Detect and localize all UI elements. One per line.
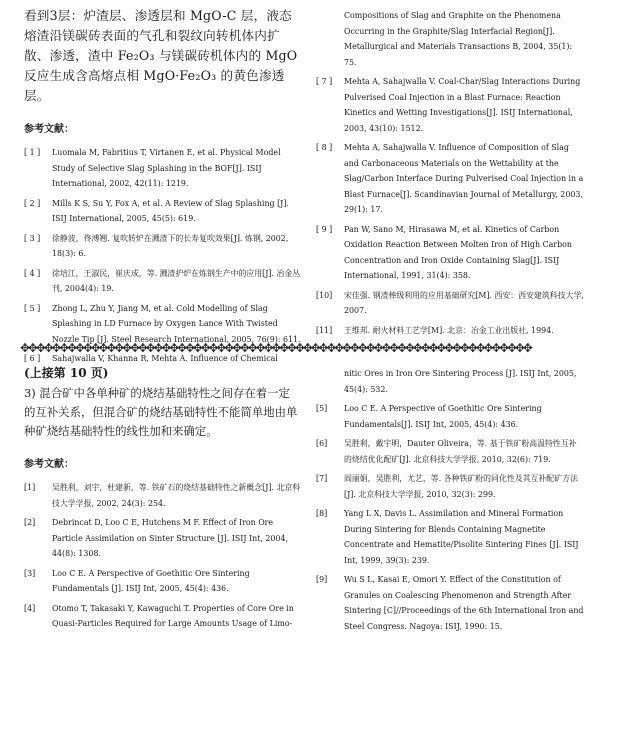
reference-item: [ 1 ] Luomala M, Fabritius T, Virtanen E, et al. Physical Model Study of Selective Slag Splashing in the BOF[J]. ISIJ International, 2002, 42(11): 1219. xyxy=(24,148,281,188)
reference-item: [3] Loo C E. A Perspective of Goethitic Ore Sintering Fundamentals [J]. ISIJ Int, 2005, 45(4): 436. xyxy=(24,568,250,593)
top-body-paragraph: 看到3层：炉渣层、渗透层和 MgO-C 层，液态熔渣沿镁碳砖表面的气孔和裂纹向转机体内扩散、渗透，渣中 Fe₂O₃ 与镁碳砖机体内的 MgO 反应生成含高熔点相 MgO·Fe₂O₃ 的黄色渗透层。 xyxy=(24,8,298,103)
reference-item: [11] 王维邦. 耐火材料工艺学[M]. 北京：冶金工业出版社, 1994. xyxy=(316,325,554,335)
reference-item: [ 2 ] Mills K S, Su Y, Fox A, et al. A Review of Slag Splashing [J]. ISIJ International, 2005, 45(5): 619. xyxy=(24,198,289,223)
top-references-heading: 参考文献： xyxy=(24,124,74,135)
bottom-left-reference-list xyxy=(24,480,301,632)
bottom-body-paragraph: 3) 混合矿中各单种矿的烧结基础特性之间存在着一定的互补关系，但混合矿的烧结基础特性不能简单地由单种矿烧结基础特性的线性加和来确定。 xyxy=(24,386,298,438)
reference-item: [ 8 ] Mehta A, Sahajwalla V. Influence of Composition of Slag and Carbonaceous Materials on the Wettability at the Slag/Carbon Interface During Pulverised Coal Injection in a Blast Furnace[J]. Scandinavian Journal of Metallurgy, 2003, 29(1): 17. xyxy=(316,143,584,214)
reference-item: [ 4 ] 徐培江，王淑民，崔庆成，等. 溅渣护炉在炼钢生产中的应用[J]. 冶金丛刊, 2004(4): 19. xyxy=(24,268,301,293)
reference-item: [8] Yang L X, Davis L. Assimilation and Mineral Formation During Sintering for Blends Containing Magnetite Concentrate and Hematite/Pisolite Sintering Fines [J]. ISIJ Int, 1999, 39(3): 239. xyxy=(316,509,579,565)
reference-item: [1] 吴胜利，刘宇，杜建新，等. 铁矿石的烧结基础特性之新概念[J]. 北京科技大学学报, 2002, 24(3): 254. xyxy=(24,483,301,508)
top-left-column xyxy=(24,6,301,367)
reference-item: [6] 吴胜利，戴宇明，Dauter Oliveira，等. 基于铁矿粉高温特性互补的烧结优化配矿[J]. 北京科技大学学报, 2010, 32(6): 719. xyxy=(316,439,577,464)
reference-item-continued: Compositions of Slag and Graphite on the Phenomena Occurring in the Graphite/Slag Interfacial Region[J]. Metallurgical and Materials Transactions B, 2004, 35(1): 75. xyxy=(344,11,573,67)
reference-item: [4] Otomo T, Takasaki Y, Kawaguchi T. Properties of Core Ore in Quasi-Particles Required for Large Amounts Usage of Limo- xyxy=(24,603,294,628)
reference-item: [ 5 ] Zhong L, Zhu Y, Jiang M, et al. Cold Modelling of Slag Splashing in LD Furnace by Oxygen Lance With Twisted Nozzle Tip [J]. Steel Research International, 2005, 76(9): 611. xyxy=(24,303,301,344)
bottom-right-column xyxy=(316,366,584,634)
reference-item: [2] Debrincat D, Loo C E, Hutchens M F. Effect of Iron Ore Particle Assimilation on Sinter Structure [J]. ISIJ Int, 2004, 44(8): 1308. xyxy=(24,518,288,558)
reference-item: [ 7 ] Mehta A, Sahajwalla V. Coal-Char/Slag Interactions During Pulverised Coal Injection in a Blast Furnace: Reaction Kinetics and Wetting Investigations[J]. ISIJ International, 2003, 43(10): 1512. xyxy=(316,77,581,133)
ornamental-divider: ✥✥✥✥✥✥✥✥✥✥✥✥✥✥✥✥✥✥✥✥✥✥✥✥✥✥✥✥✥✥✥✥✥✥✥✥✥✥✥✥✥✥✥✥✥✥✥✥✥✥✥✥✥✥✥✥✥✥✥✥✥✥✥✥✥ xyxy=(20,341,531,355)
reference-item-continued: nitic Ores in Iron Ore Sintering Process [J]. ISIJ Int, 2005, 45(4): 532. xyxy=(344,369,577,394)
reference-item: [9] Wu S L, Kasai E, Omori Y. Effect of the Constitution of Granules on Coalescing Phenomenon and Strength After Sintering [C]//Proceedings of the 6th International Iron and Steel Congress. Nagoya: ISIJ, 1990: 15. xyxy=(316,575,584,631)
top-left-reference-list xyxy=(24,145,301,367)
reference-item: [10] 宋佳强. 钢渣棒级利用的应用基础研究[M]. 西安：西安建筑科技大学, 2007. xyxy=(316,290,584,315)
continued-from-label: (上接第 10 页) xyxy=(24,366,109,380)
bottom-references-heading: 参考文献： xyxy=(24,459,74,470)
reference-item: [5] Loo C E. A Perspective of Goethitic Ore Sintering Fundamentals[J]. ISIJ Int, 2005, 45(4): 436. xyxy=(316,404,542,429)
reference-item: [7] 阎丽娟，吴胜利，尤艺，等. 各种铁矿粉的同化性及其互补配矿方法[J]. 北京科技大学学报, 2010, 32(3): 299. xyxy=(316,474,578,499)
reference-item: [ 6 ] Sahajwalla V, Khanna R, Mehta A. Influence of Chemical xyxy=(24,354,278,363)
bottom-left-column xyxy=(24,364,301,632)
reference-item: [ 3 ] 徐静波，佟溥翘. 复吹转炉在溅渣下的长寿复吹效果[J]. 炼钢, 2002, 18(3): 6. xyxy=(24,233,289,258)
top-right-column xyxy=(316,8,584,338)
reference-item: [ 9 ] Pan W, Sano M, Hirasawa M, et al. Kinetics of Carbon Oxidation Reaction Between Molten Iron of High Carbon Concentration and Iron Oxide Containing Slag[J]. ISIJ International, 1991, 31(4): 358. xyxy=(316,224,572,280)
